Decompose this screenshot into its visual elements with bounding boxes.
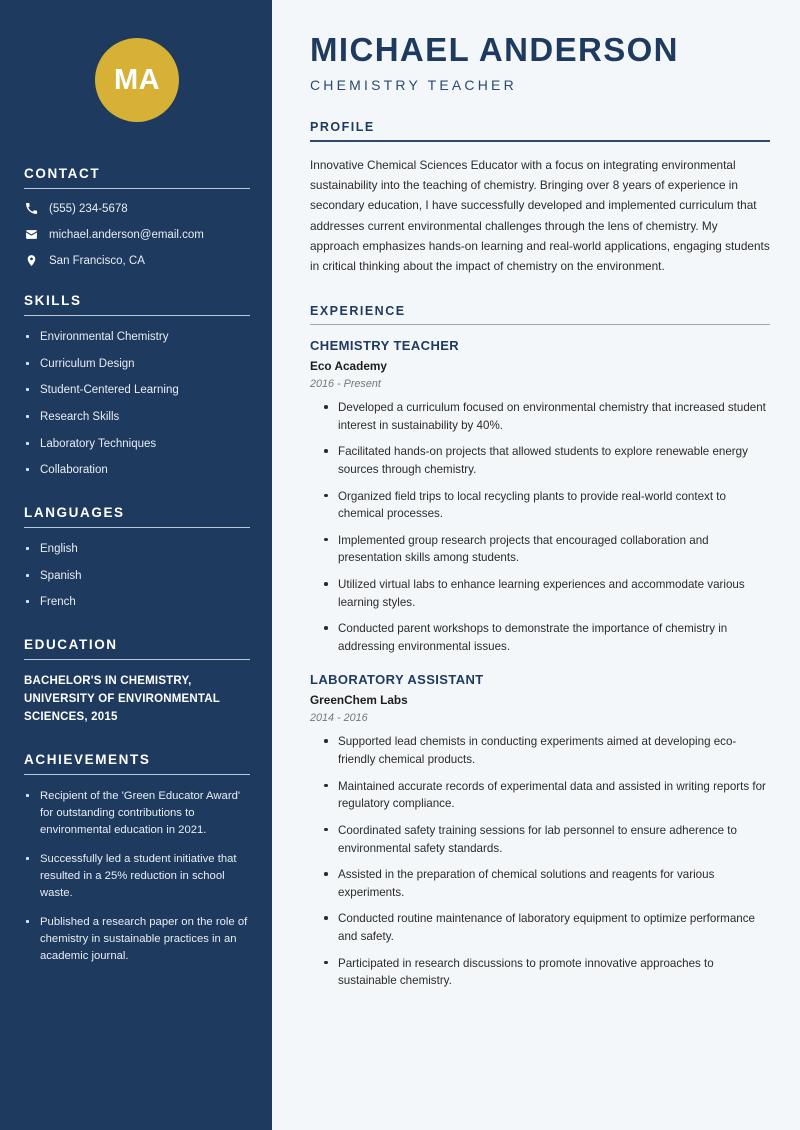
list-item: English	[24, 541, 250, 558]
profile-divider	[310, 140, 770, 142]
list-item: Organized field trips to local recycling plants to provide real-world context to chemical processes.	[324, 488, 770, 523]
job-bullets	[310, 733, 770, 989]
list-item: Recipient of the 'Green Educator Award' for outstanding contributions to environmental education in 2021.	[24, 788, 250, 839]
map-pin-icon	[24, 254, 38, 267]
job-dates: 2016 - Present	[310, 378, 381, 391]
column-gap	[272, 0, 280, 1130]
contact-item-phone[interactable]	[24, 202, 250, 215]
contact-item-location[interactable]	[24, 254, 250, 267]
profile-section	[310, 120, 770, 276]
contact-section	[24, 166, 250, 267]
job-title: CHEMISTRY TEACHER	[310, 338, 460, 354]
list-item: Participated in research discussions to promote innovative approaches to sustainable chemistry.	[324, 955, 770, 990]
job-dates: 2014 - 2016	[310, 712, 368, 725]
contact-phone-value: (555) 234-5678	[49, 202, 128, 215]
list-item: Utilized virtual labs to enhance learning experiences and accommodate various learning styles.	[324, 576, 770, 611]
achievements-heading: ACHIEVEMENTS	[24, 752, 151, 768]
list-item: Student-Centered Learning	[24, 382, 250, 399]
job-role-subtitle: CHEMISTRY TEACHER	[310, 77, 517, 94]
list-item: Coordinated safety training sessions for lab personnel to ensure adherence to environmental safety standards.	[324, 822, 770, 857]
avatar-container	[24, 0, 250, 166]
job-title: LABORATORY ASSISTANT	[310, 672, 484, 688]
contact-location-value: San Francisco, CA	[49, 254, 145, 267]
experience-heading: EXPERIENCE	[310, 303, 406, 318]
list-item: Spanish	[24, 568, 250, 585]
list-item: Developed a curriculum focused on environmental chemistry that increased student interest in sustainability by 40%.	[324, 399, 770, 434]
page-title: MICHAEL ANDERSON	[310, 31, 679, 68]
profile-text: Innovative Chemical Sciences Educator with a focus on integrating environmental sustainability into the teaching of chemistry. Bringing over 8 years of experience in secondary education, I have successfully developed and implemented curriculum that addresses current environmental challenges through the lens of chemistry. My approach emphasizes hands-on learning and real-world applications, engaging students in critical thinking about the impact of chemistry on the environment.	[310, 157, 770, 274]
list-item: Assisted in the preparation of chemical solutions and reagents for various experiments.	[324, 866, 770, 901]
list-item: Collaboration	[24, 462, 250, 479]
skills-section	[24, 293, 250, 479]
list-item: Facilitated hands-on projects that allowed students to explore renewable energy sources through chemistry.	[324, 443, 770, 478]
skills-list	[24, 329, 250, 479]
list-item: Published a research paper on the role of chemistry in sustainable practices in an academic journal.	[24, 914, 250, 965]
job-company: GreenChem Labs	[310, 693, 408, 708]
job-company: Eco Academy	[310, 359, 387, 374]
skills-divider	[24, 315, 250, 316]
sidebar	[0, 0, 272, 1130]
contact-heading: CONTACT	[24, 166, 101, 181]
contact-email-value: michael.anderson@email.com	[49, 228, 204, 241]
skills-heading: SKILLS	[24, 293, 82, 308]
languages-heading: LANGUAGES	[24, 505, 125, 521]
list-item: Research Skills	[24, 409, 250, 426]
list-item: Curriculum Design	[24, 356, 250, 373]
education-heading: EDUCATION	[24, 637, 118, 653]
education-entry: BACHELOR'S IN CHEMISTRY, UNIVERSITY OF ENVIRONMENTAL SCIENCES, 2015	[24, 675, 220, 723]
list-item: Maintained accurate records of experimental data and assisted in writing reports for regulatory compliance.	[324, 778, 770, 813]
envelope-icon	[24, 228, 38, 241]
achievements-list	[24, 788, 250, 964]
list-item: Conducted routine maintenance of laboratory equipment to optimize performance and safety.	[324, 910, 770, 945]
experience-entry	[310, 672, 770, 989]
education-divider	[24, 659, 250, 660]
avatar: MA	[95, 38, 179, 122]
languages-list	[24, 541, 250, 611]
experience-divider	[310, 324, 770, 326]
list-item: Supported lead chemists in conducting experiments aimed at developing eco-friendly chemical products.	[324, 733, 770, 768]
list-item: Implemented group research projects that encouraged collaboration and presentation skills among students.	[324, 532, 770, 567]
languages-divider	[24, 527, 250, 528]
list-item: Environmental Chemistry	[24, 329, 250, 346]
education-section	[24, 637, 250, 726]
contact-divider	[24, 188, 250, 189]
achievements-divider	[24, 774, 250, 775]
profile-heading: PROFILE	[310, 120, 375, 135]
list-item: French	[24, 594, 250, 611]
experience-section	[310, 304, 770, 990]
languages-section	[24, 505, 250, 611]
list-item: Laboratory Techniques	[24, 436, 250, 453]
list-item: Successfully led a student initiative that resulted in a 25% reduction in school waste.	[24, 851, 250, 902]
list-item: Conducted parent workshops to demonstrate the importance of chemistry in addressing environmental issues.	[324, 620, 770, 655]
experience-entry	[310, 338, 770, 655]
contact-item-email[interactable]	[24, 228, 250, 241]
phone-icon	[24, 202, 38, 215]
main-column	[280, 0, 800, 1130]
job-bullets	[310, 399, 770, 655]
achievements-section	[24, 752, 250, 964]
